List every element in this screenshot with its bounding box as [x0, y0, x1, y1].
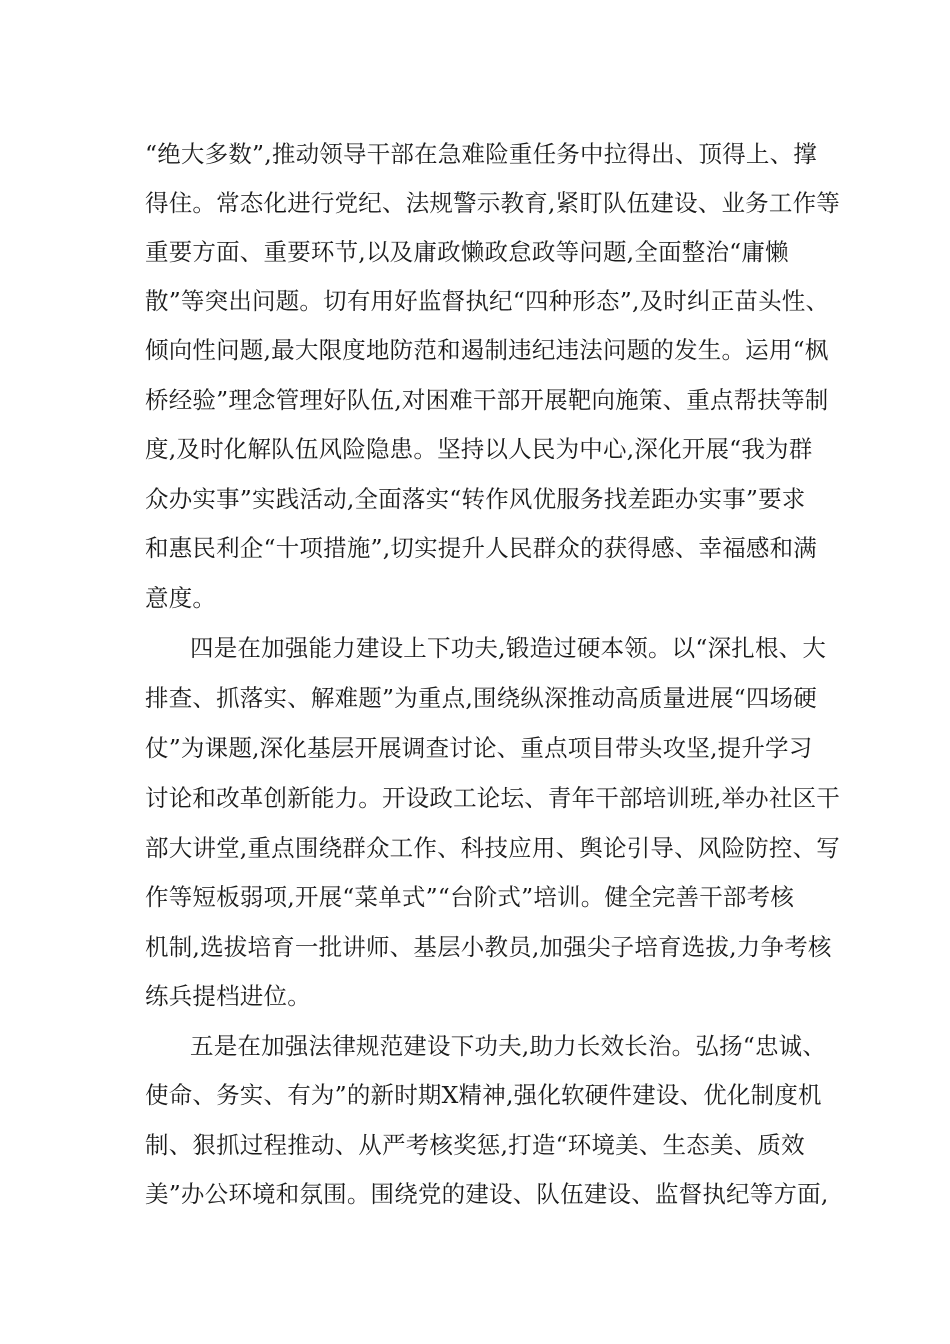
paragraph-first-line: 四是在加强能力建设上下功夫,锻造过硬本领。以“深扎根、大 — [190, 634, 827, 662]
text-line: 重要方面、重要环节,以及庸政懒政怠政等问题,全面整治“庸懒 — [145, 238, 789, 266]
text-line: 意度。 — [145, 584, 217, 612]
text-line: 讨论和改革创新能力。开设政工论坛、青年干部培训班,举办社区干 — [145, 784, 840, 812]
text-line: 美”办公环境和氛围。围绕党的建设、队伍建设、监督执纪等方面, — [145, 1180, 829, 1208]
text-line: 倾向性问题,最大限度地防范和遏制违纪违法问题的发生。运用“枫 — [145, 336, 829, 364]
text-line: 练兵提档进位。 — [145, 982, 311, 1010]
text-line: 度,及时化解队伍风险隐患。坚持以人民为中心,深化开展“我为群 — [145, 435, 813, 463]
text-line: 桥经验”理念管理好队伍,对困难干部开展靶向施策、重点帮扶等制 — [145, 386, 829, 414]
paragraph-first-line: 五是在加强法律规范建设下功夫,助力长效长治。弘扬“忠诚、 — [190, 1032, 827, 1060]
text-line: 散”等突出问题。切有用好监督执纪“四种形态”,及时纠正苗头性、 — [145, 287, 830, 315]
text-line: 仗”为课题,深化基层开展调查讨论、重点项目带头攻坚,提升学习 — [145, 734, 813, 762]
text-line: “绝大多数”,推动领导干部在急难险重任务中拉得出、顶得上、撑 — [145, 140, 817, 168]
text-line: 部大讲堂,重点围绕群众工作、科技应用、舆论引导、风险防控、写 — [145, 834, 840, 862]
text-line: 使命、务实、有为”的新时期X精神,强化软硬件建设、优化制度机 — [145, 1081, 822, 1109]
text-line: 作等短板弱项,开展“菜单式”“台阶式”培训。健全完善干部考核 — [145, 883, 795, 911]
text-line: 得住。常态化进行党纪、法规警示教育,紧盯队伍建设、业务工作等 — [145, 189, 840, 217]
text-line: 众办实事”实践活动,全面落实“转作风优服务找差距办实事”要求 — [145, 485, 806, 513]
text-line: 和惠民利企“十项措施”,切实提升人民群众的获得感、幸福感和满 — [145, 534, 817, 562]
text-line: 机制,选拔培育一批讲师、基层小教员,加强尖子培育选拔,力争考核 — [145, 933, 832, 961]
text-line: 制、狠抓过程推动、从严考核奖惩,打造“环境美、生态美、质效 — [145, 1131, 805, 1159]
text-line: 排查、抓落实、解难题”为重点,围绕纵深推动高质量进展“四场硬 — [145, 684, 817, 712]
